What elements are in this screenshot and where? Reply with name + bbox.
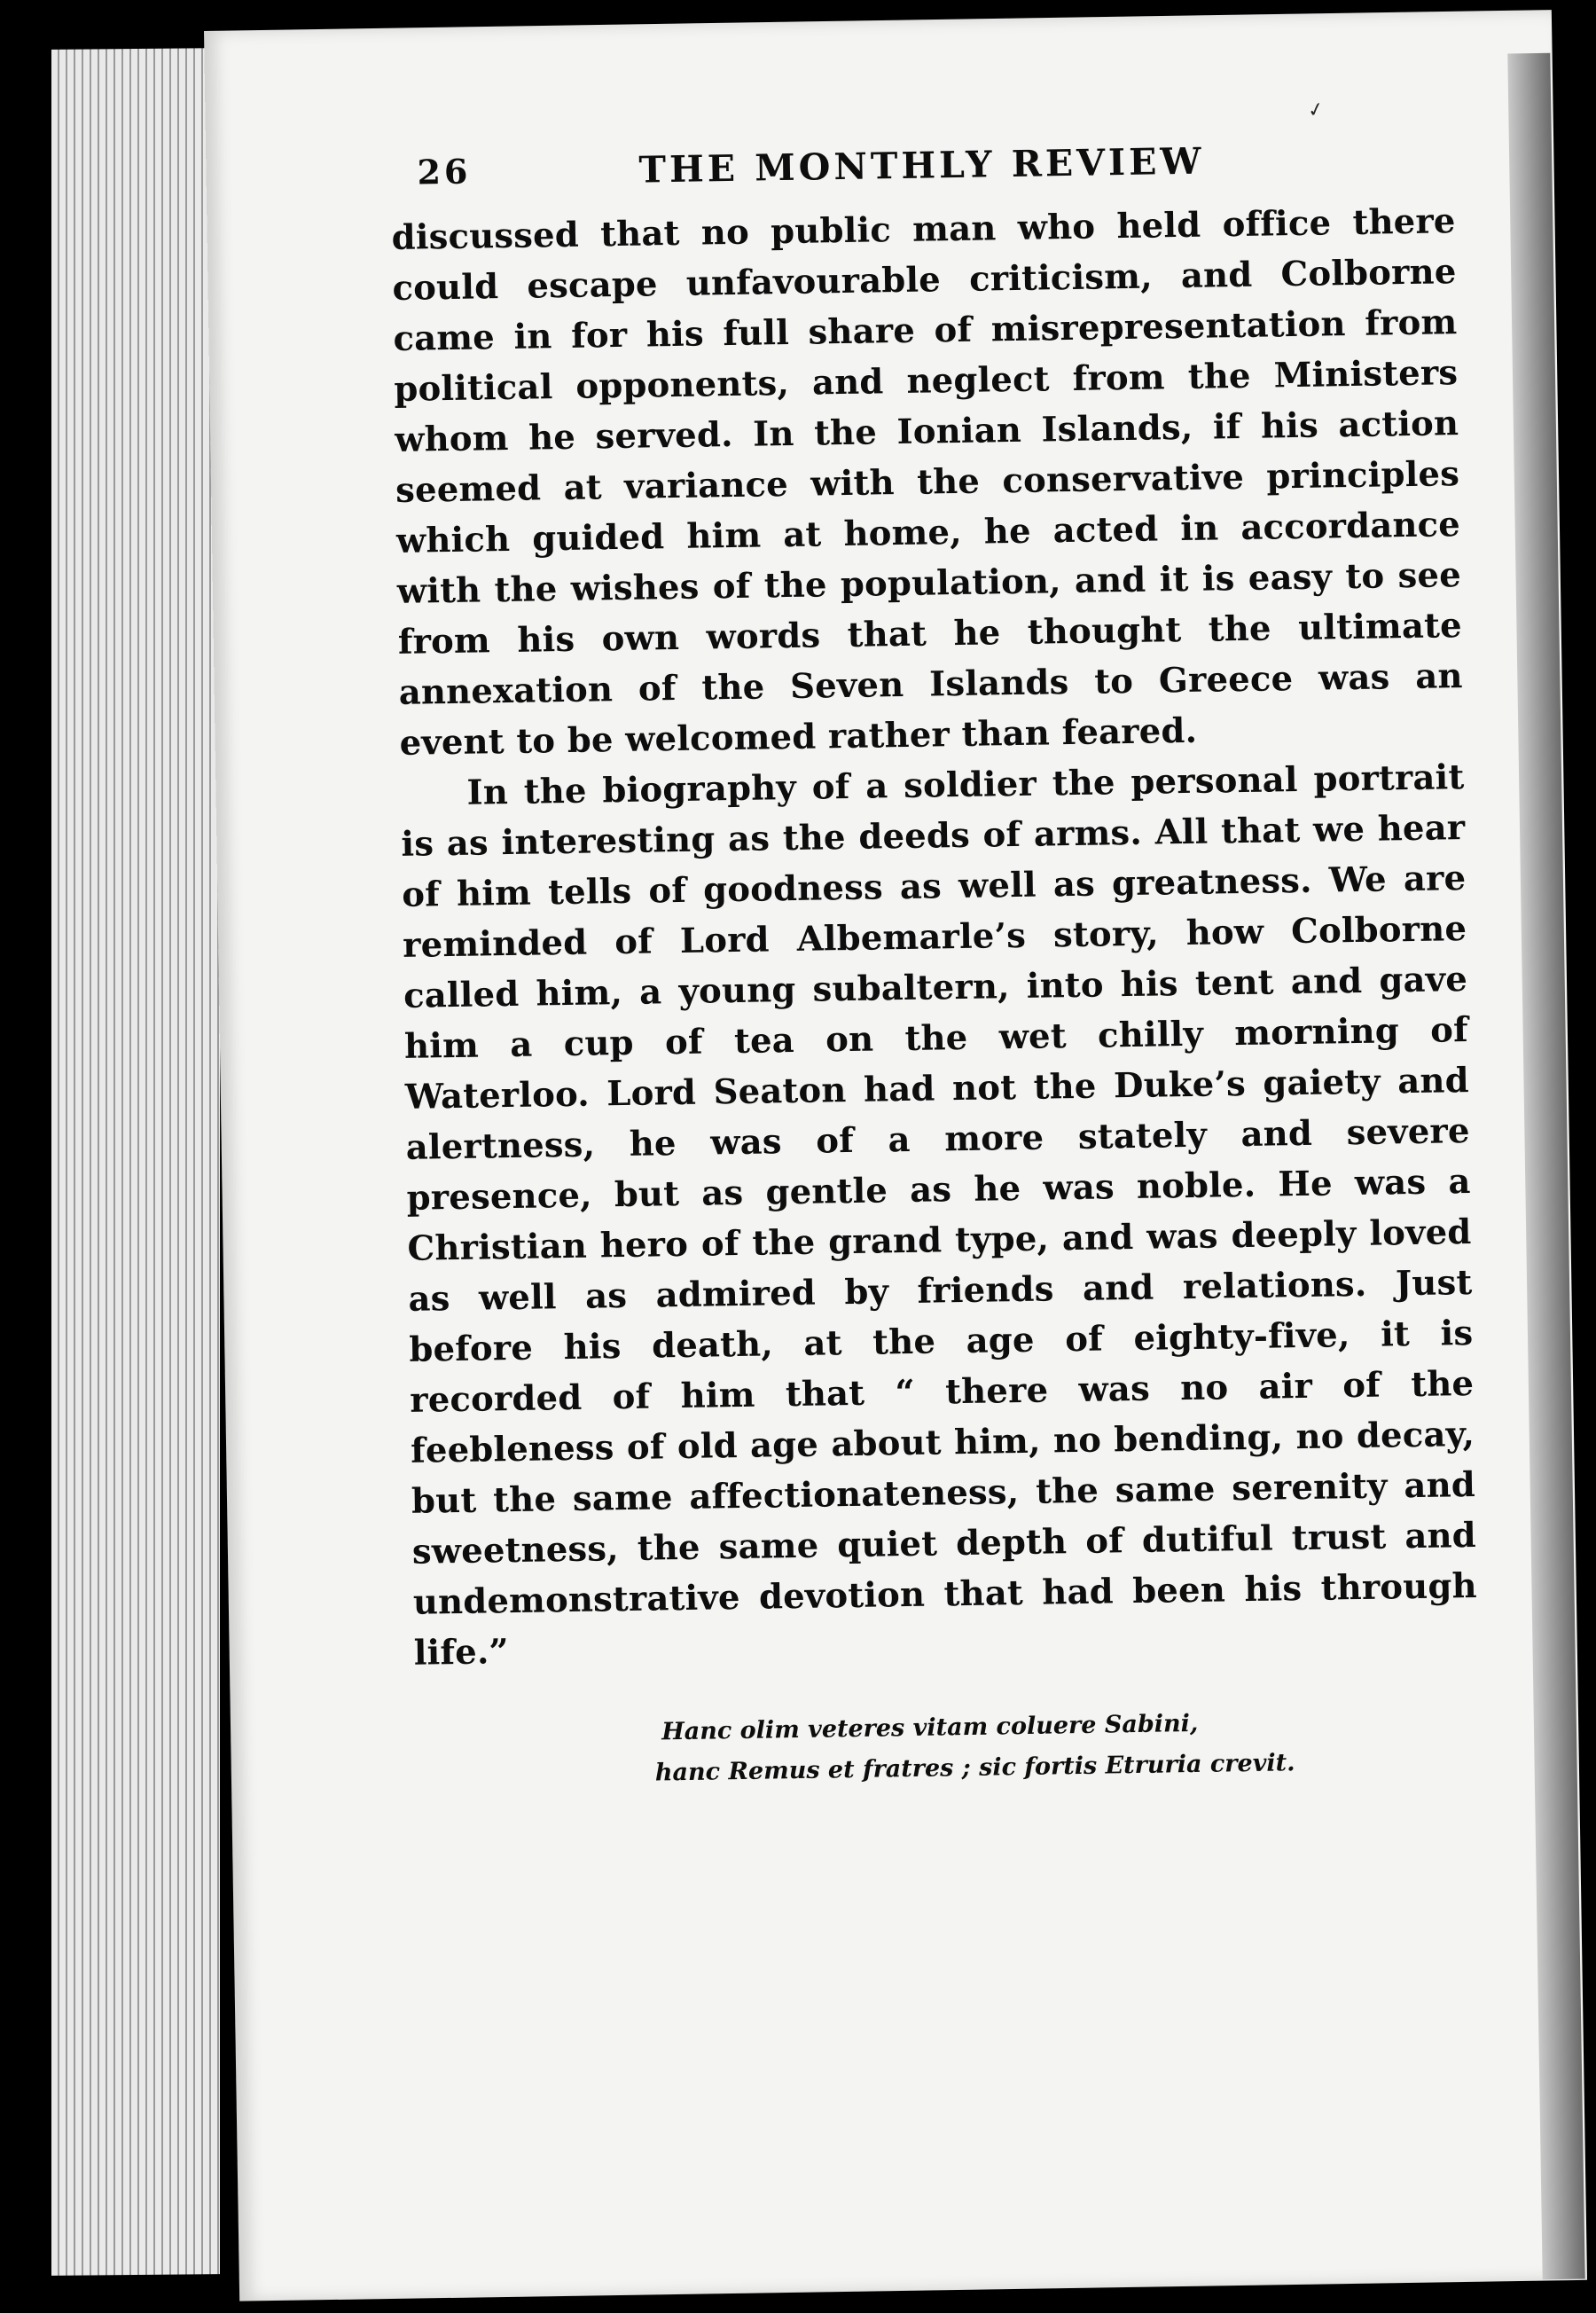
epigraph-line-2: hanc Remus et fratres ; sic fortis Etruria crevit. [654, 1749, 1295, 1787]
running-title: THE MONTHLY REVIEW [638, 139, 1205, 192]
page-content [390, 125, 1480, 1798]
epigraph-line-1: Hanc olim veteres vitam coluere Sabini, [661, 1709, 1199, 1746]
stacked-page-edges [51, 48, 220, 2276]
paragraph-2: In the biography of a soldier the personal portrait is as interesting as the deeds of arms. All that we hear of him tells of goodness as well as greatness. We are reminded of Lord Albemarle’s story, how Colborne called him, a young subaltern, into his tent and gave him a cup of tea on the wet chilly morning of Waterloo. Lord Seaton had not the Duke’s gaiety and alertness, he was of a more stately and severe presence, but as gentle as he was noble. He was a Christian hero of the grand type, and was deeply loved as well as admired by friends and relations. Just before his death, at the age of eighty-five, it is recorded of him that “ there was no air of the feebleness of old age about him, no bending, no decay, but the same affectionateness, the same serenity and sweetness, the same quiet depth of dutiful trust and undemonstrative devotion that had been his through life.” [401, 757, 1478, 1674]
handwritten-mark: ✓ [1305, 98, 1326, 123]
page-number: 26 [417, 151, 472, 192]
latin-epigraph [654, 1699, 1480, 1794]
paragraph-1: discussed that no public man who held office there could escape unfavourable criticism, and Colborne came in for his full share of misrepresentation from political opponents, and neglect from the Ministers whom he served. In the Ionian Islands, if his action seemed at variance with the conservative principles which guided him at home, he acted in accordance with the wishes of the population, and it is easy to see from his own words that he thought the ultimate annexation of the Seven Islands to Greece was an event to be welcomed rather than feared. [391, 201, 1463, 764]
